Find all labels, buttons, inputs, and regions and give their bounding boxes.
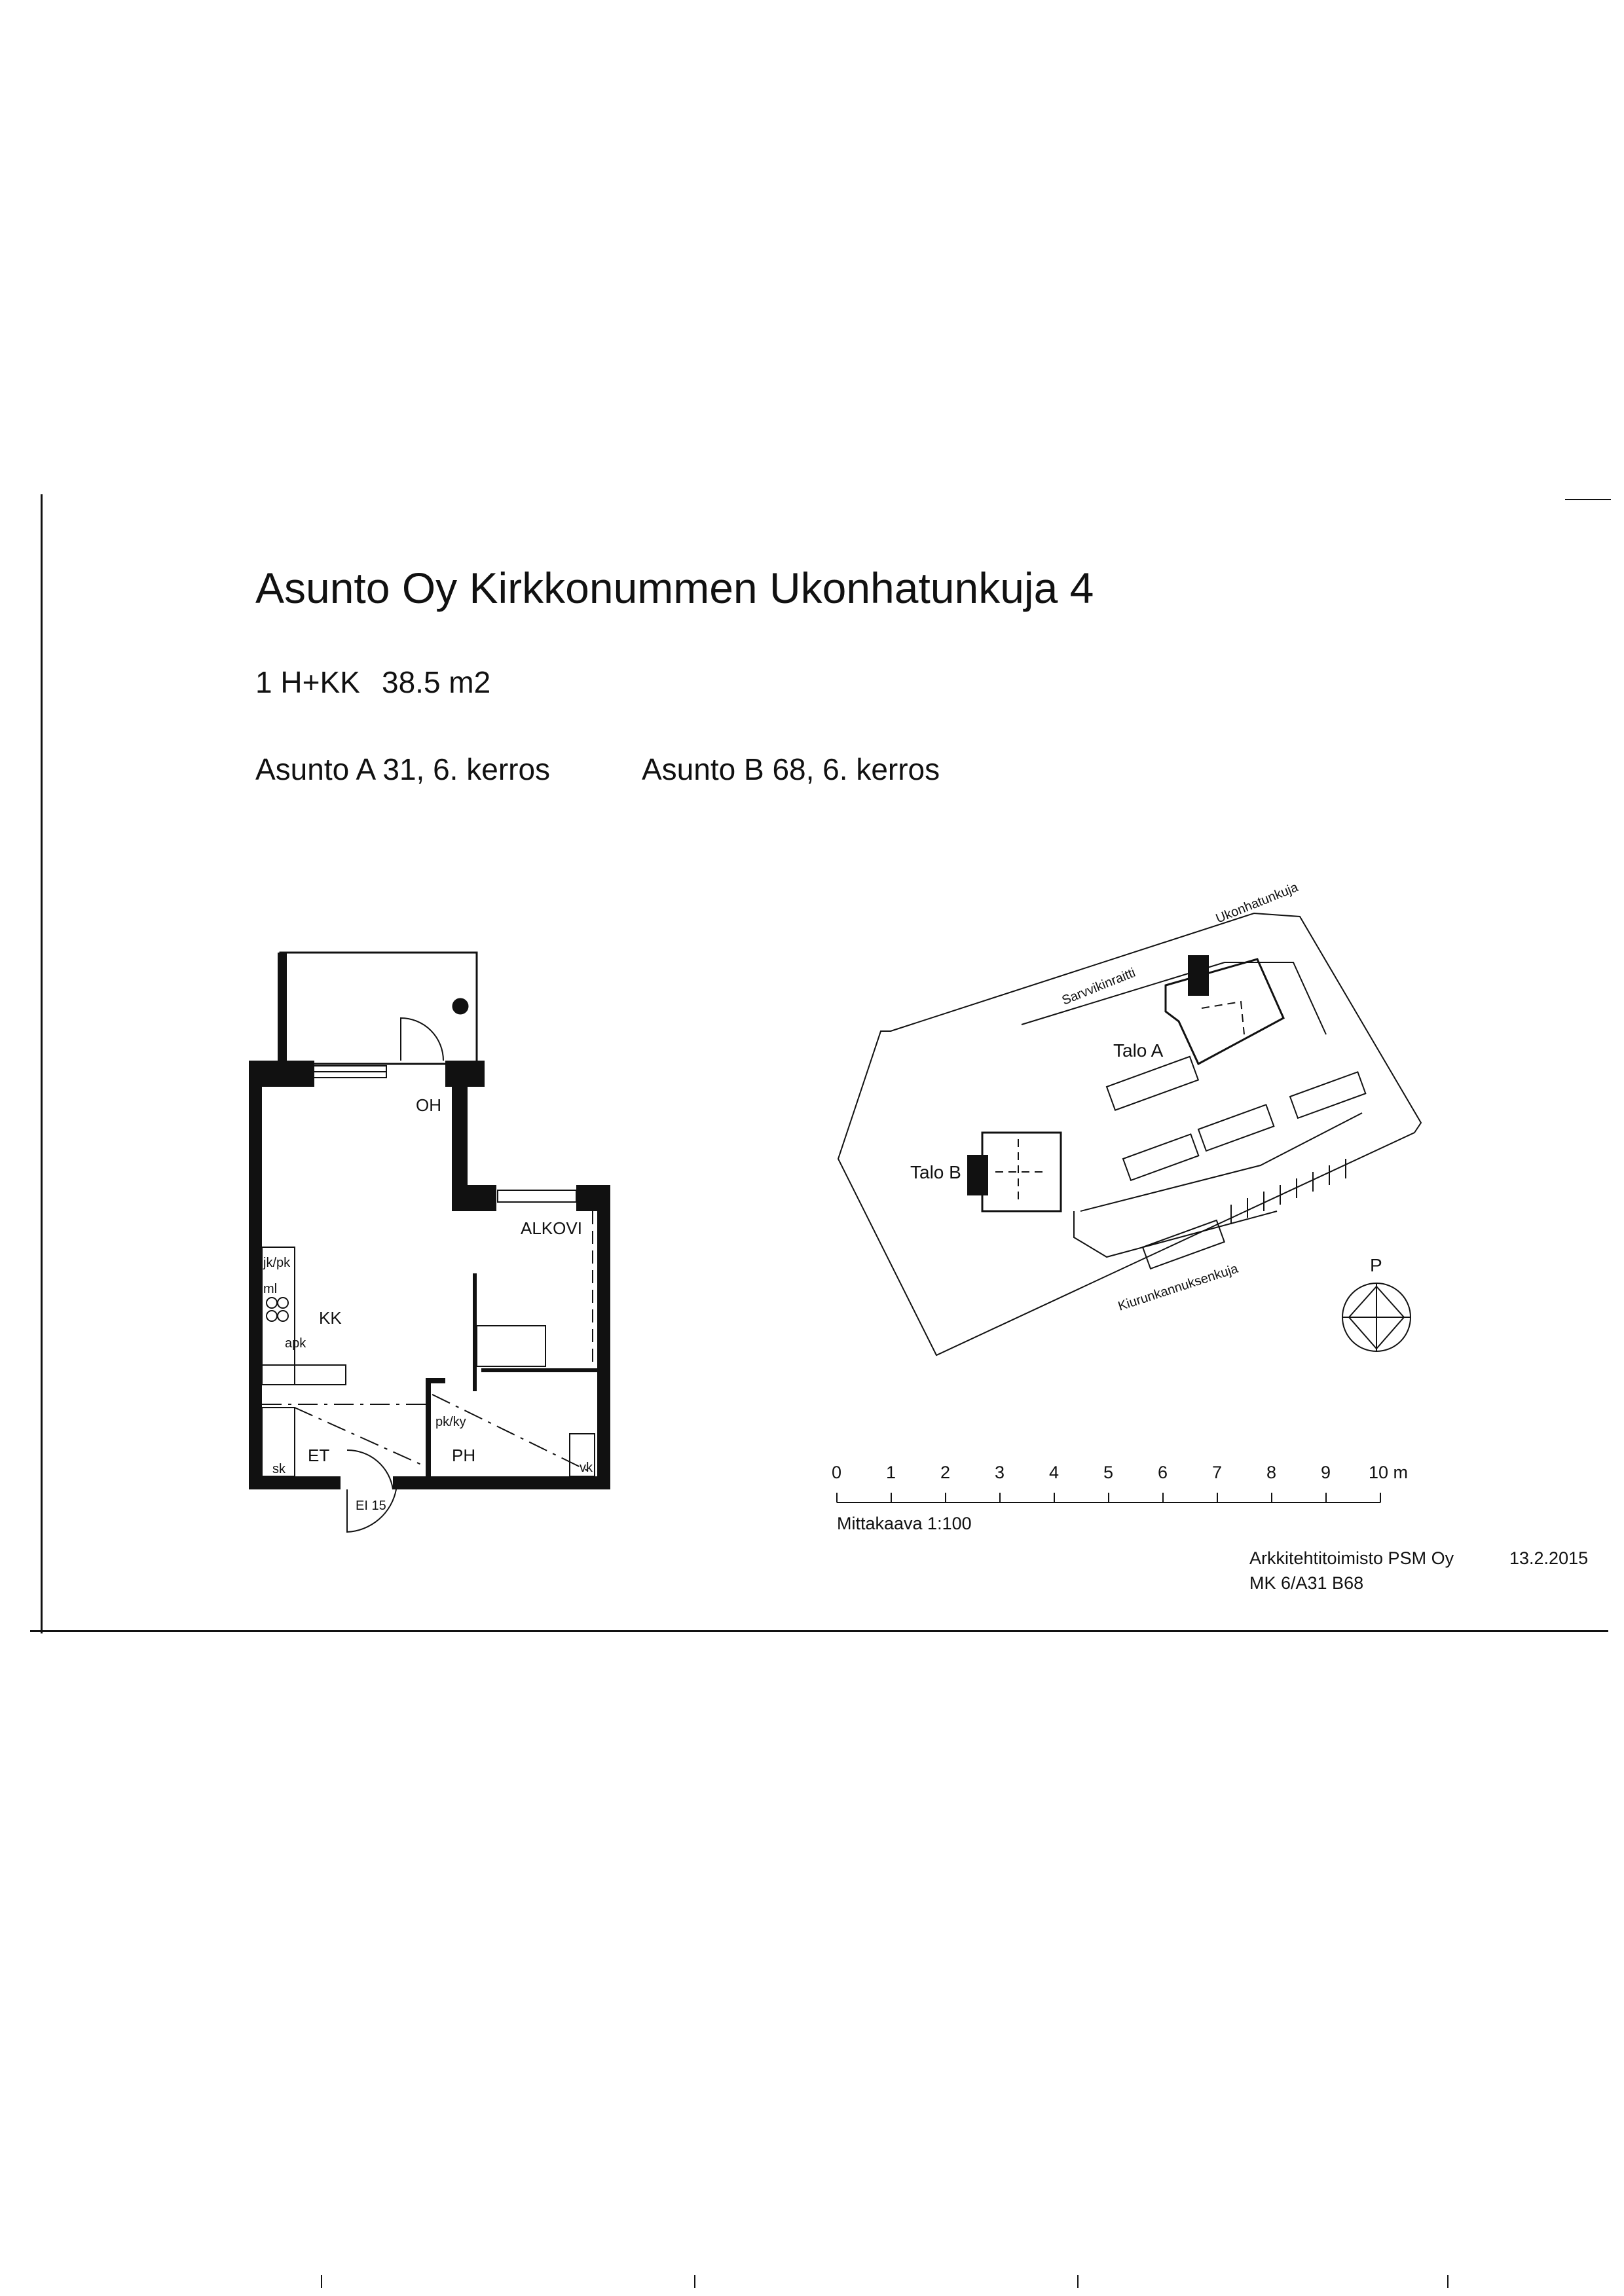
room-kk: KK	[319, 1308, 342, 1328]
street-sarvvikinraitti: Sarvvikinraitti	[1060, 965, 1138, 1008]
room-oh: OH	[416, 1095, 441, 1115]
fixture-ml: ml	[263, 1282, 278, 1296]
street-kiurunkannuksenkuja: Kiurunkannuksenkuja	[1116, 1261, 1240, 1314]
scale-tick-2: 2	[940, 1463, 951, 1482]
scale-tick-4: 4	[1049, 1463, 1060, 1482]
fixture-pkky: pk/ky	[435, 1415, 466, 1429]
room-ph: PH	[452, 1446, 476, 1465]
scale-tick-0: 0	[832, 1463, 842, 1482]
scale-tick-5: 5	[1103, 1463, 1114, 1482]
street-ukonhatunkuja: Ukonhatunkuja	[1213, 880, 1301, 926]
drawing-reference: MK 6/A31 B68	[1249, 1573, 1364, 1593]
scale-label: Mittakaava 1:100	[837, 1514, 972, 1533]
apartment-type: 1 H+KK	[255, 665, 360, 699]
apartment-area: 38.5 m2	[382, 665, 491, 699]
scale-tick-6: 6	[1158, 1463, 1168, 1482]
room-alkovi: ALKOVI	[521, 1218, 582, 1238]
architect-office: Arkkitehtitoimisto PSM Oy	[1249, 1548, 1454, 1568]
fixture-sk: sk	[272, 1462, 286, 1476]
scale-tick-7: 7	[1212, 1463, 1223, 1482]
scale-tick-1: 1	[886, 1463, 896, 1482]
fixture-vk: vk	[580, 1461, 593, 1475]
door-rating: EI 15	[356, 1499, 386, 1513]
scale-tick-8: 8	[1266, 1463, 1277, 1482]
document-title: Asunto Oy Kirkkonummen Ukonhatunkuja 4	[255, 564, 1094, 612]
north-label: P	[1370, 1255, 1382, 1275]
fixture-apk: apk	[285, 1336, 306, 1351]
drawing-date: 13.2.2015	[1509, 1548, 1589, 1568]
scale-tick-9: 9	[1321, 1463, 1331, 1482]
fixture-jkpk: jk/pk	[263, 1256, 291, 1270]
scale-tick-3: 3	[995, 1463, 1005, 1482]
scale-tick-10: 10 m	[1369, 1463, 1409, 1482]
unit-b-label: Asunto B 68, 6. kerros	[642, 752, 940, 786]
building-a-label: Talo A	[1113, 1040, 1164, 1061]
unit-a-label: Asunto A 31, 6. kerros	[255, 752, 551, 786]
room-et: ET	[308, 1446, 330, 1465]
building-b-label: Talo B	[910, 1162, 961, 1182]
